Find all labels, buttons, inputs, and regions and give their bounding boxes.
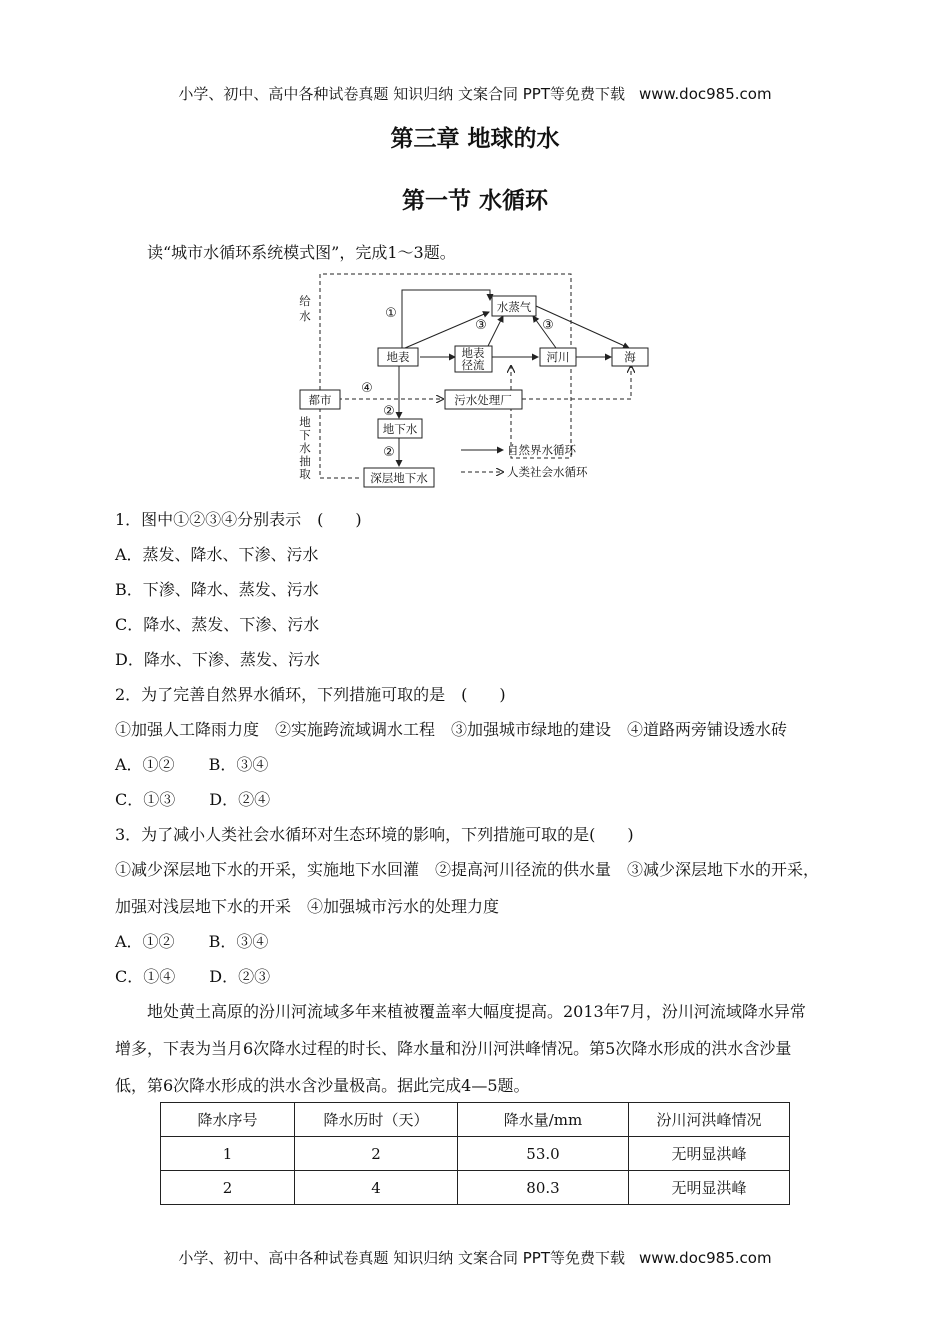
- table-cell: 80.3: [458, 1171, 629, 1205]
- extract-label-char: 抽: [299, 454, 311, 468]
- groundwater-label: 地下水: [382, 422, 418, 436]
- sea-label: 海: [624, 350, 636, 364]
- q1-stem: 1．图中①②③④分别表示 ( ): [115, 510, 362, 529]
- page-header: [0, 83, 950, 104]
- passage-line-3: 低，第6次降水形成的洪水含沙量极高。据此完成4—5题。: [115, 1076, 530, 1095]
- legend: [461, 443, 588, 479]
- city-label: 都市: [308, 393, 332, 407]
- q1-option-c: C．降水、蒸发、下渗、污水: [115, 615, 320, 634]
- footer-url[interactable]: www.doc985.com: [638, 1249, 772, 1267]
- table-header-row: [161, 1103, 790, 1137]
- deep-groundwater-label: 深层地下水: [370, 471, 428, 485]
- river-label: 河川: [546, 350, 570, 364]
- q3-stem: 3．为了减小人类社会水循环对生态环境的影响，下列措施可取的是( ): [115, 825, 634, 844]
- table-header-cell: 降水序号: [161, 1103, 295, 1137]
- table-cell: 4: [295, 1171, 458, 1205]
- table-row: [161, 1171, 790, 1205]
- table-cell: 53.0: [458, 1137, 629, 1171]
- intro-text: 读“城市水循环系统模式图”，完成1～3题。: [147, 243, 456, 262]
- table-row: [161, 1137, 790, 1171]
- q3-options-row-2: [115, 964, 270, 987]
- table-cell: 2: [161, 1171, 295, 1205]
- q3-option-a: A．①②: [115, 932, 175, 951]
- passage-line-2: 增多，下表为当月6次降水过程的时长、降水量和汾川河洪峰情况。第5次降水形成的洪水含沙量: [115, 1039, 792, 1058]
- chapter-title: 第三章 地球的水: [390, 126, 560, 152]
- table-cell: 1: [161, 1137, 295, 1171]
- supply-label-char: 水: [299, 309, 311, 323]
- runoff-label-1: 地表: [461, 346, 485, 360]
- passage-line-1: 地处黄土高原的汾川河流域多年来植被覆盖率大幅度提高。2013年7月，汾川河流域降水异常: [147, 1002, 806, 1021]
- surface-label: 地表: [386, 350, 410, 364]
- header-text: 小学、初中、高中各种试卷真题 知识归纳 文案合同 PPT等免费下载: [178, 85, 625, 103]
- q2-options-row-2: [115, 787, 270, 810]
- runoff-label-2: 径流: [461, 358, 485, 372]
- supply-label-char: 给: [299, 294, 311, 308]
- marker-3-left: ③: [475, 318, 487, 333]
- q3-option-c: C．①④: [115, 967, 176, 986]
- q3-items-line-1: ①减少深层地下水的开采，实施地下水回灌 ②提高河川径流的供水量 ③减少深层地下水的开采，: [115, 860, 820, 879]
- header-url[interactable]: www.doc985.com: [638, 85, 772, 103]
- extract-label-char: 地: [299, 415, 311, 429]
- human-cycle-lines: [320, 274, 631, 478]
- marker-3-right: ③: [542, 318, 554, 333]
- table-cell: 2: [295, 1137, 458, 1171]
- water-cycle-diagram: [285, 268, 670, 490]
- q2-stem: 2．为了完善自然界水循环，下列措施可取的是 ( ): [115, 685, 506, 704]
- table-header-cell: 降水量/mm: [458, 1103, 629, 1137]
- marker-2-lower: ②: [383, 445, 395, 460]
- extract-label-char: 取: [299, 467, 311, 481]
- legend-natural: 自然界水循环: [507, 443, 576, 457]
- marker-4: ④: [361, 381, 373, 396]
- section-title: 第一节 水循环: [401, 188, 548, 214]
- q3-option-b: B．③④: [208, 932, 269, 951]
- q2-option-b: B．③④: [208, 755, 269, 774]
- q1-option-a: A．蒸发、降水、下渗、污水: [115, 545, 319, 564]
- table-cell: 无明显洪峰: [629, 1171, 790, 1205]
- q2-items: ①加强人工降雨力度 ②实施跨流域调水工程 ③加强城市绿地的建设 ④道路两旁铺设透水砖: [115, 720, 788, 739]
- legend-human: 人类社会水循环: [507, 465, 588, 479]
- q1-option-d: D．降水、下渗、蒸发、污水: [115, 650, 320, 669]
- extract-label-char: 水: [299, 441, 311, 455]
- q3-option-d: D．②③: [209, 967, 271, 986]
- sewage-label: 污水处理厂: [454, 393, 512, 407]
- rainfall-table: [160, 1102, 790, 1205]
- marker-2-upper: ②: [383, 404, 395, 419]
- footer-text: 小学、初中、高中各种试卷真题 知识归纳 文案合同 PPT等免费下载: [178, 1249, 625, 1267]
- q2-option-c: C．①③: [115, 790, 176, 809]
- q2-options-row-1: [115, 752, 268, 775]
- page-footer: [0, 1247, 950, 1268]
- table-header-cell: 汾川河洪峰情况: [629, 1103, 790, 1137]
- vapor-label: 水蒸气: [496, 300, 532, 314]
- q1-option-b: B．下渗、降水、蒸发、污水: [115, 580, 319, 599]
- q2-option-a: A．①②: [115, 755, 175, 774]
- table-cell: 无明显洪峰: [629, 1137, 790, 1171]
- marker-1: ①: [385, 306, 397, 321]
- table-header-cell: 降水历时（天）: [295, 1103, 458, 1137]
- q3-items-line-2: 加强对浅层地下水的开采 ④加强城市污水的处理力度: [115, 897, 500, 916]
- q2-option-d: D．②④: [209, 790, 271, 809]
- extract-label-char: 下: [299, 428, 311, 442]
- q3-options-row-1: [115, 929, 268, 952]
